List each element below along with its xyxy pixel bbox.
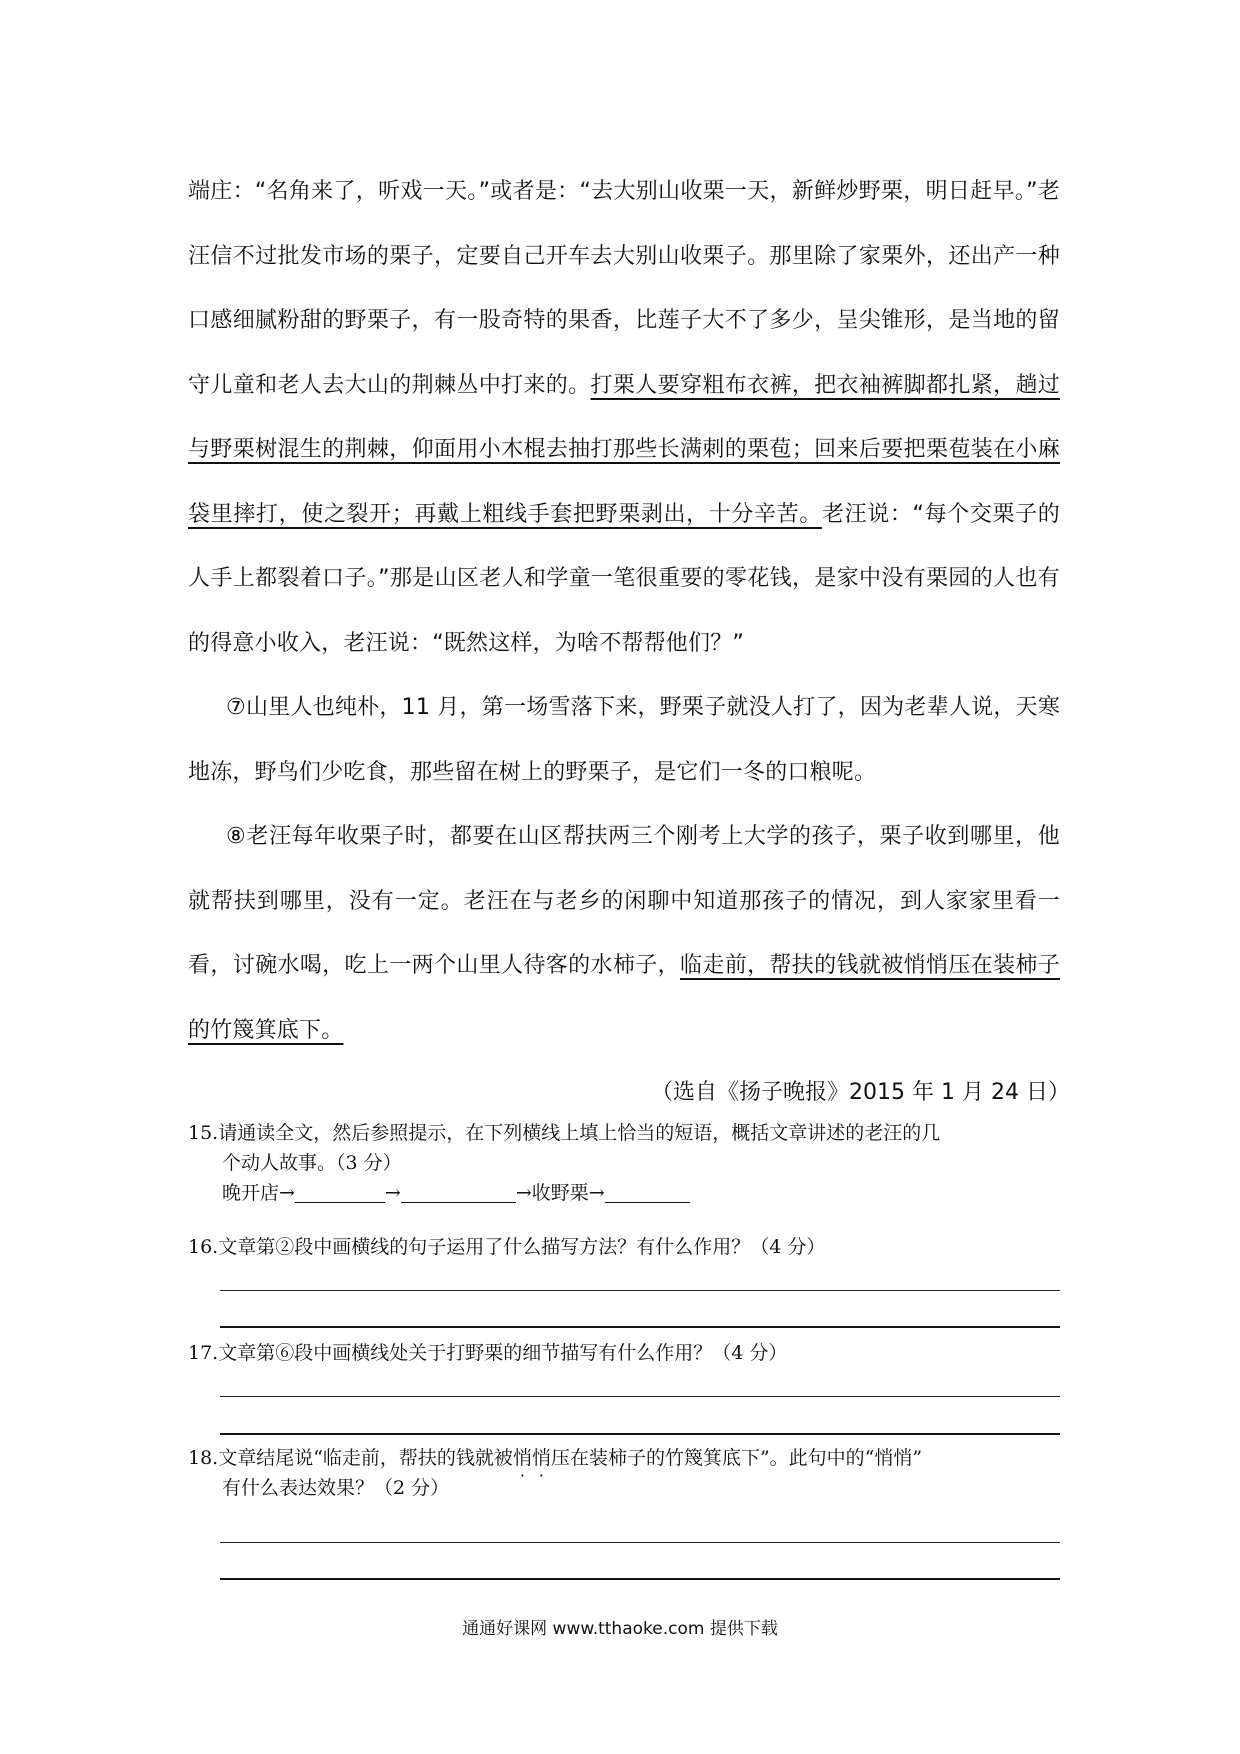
- question-17: 17.文章第⑥段中画横线处关于打野栗的细节描写有什么作用？（4 分）: [188, 1342, 788, 1364]
- underlined-sentence-ending: 临走前，帮扶的钱就被悄悄压在装柿子的竹篾箕底下。: [188, 953, 1060, 1043]
- question-18: 18.文章结尾说“临走前，帮扶的钱就被悄悄压在装柿子的竹篾箕底下”。此句中的“悄悄” 有什么表达效果？（2 分）: [188, 1447, 923, 1499]
- answer-line[interactable]: [220, 1396, 1060, 1397]
- source-citation: （选自《扬子晚报》2015 年 1 月 24 日）: [651, 1080, 1070, 1105]
- answer-line[interactable]: [220, 1433, 1060, 1435]
- answer-blank-3[interactable]: [605, 1182, 690, 1203]
- answer-blank-1[interactable]: [295, 1182, 385, 1203]
- answer-line[interactable]: [220, 1290, 1060, 1291]
- question-15: 15.请通读全文，然后参照提示，在下列横线上填上恰当的短语，概括文章讲述的老汪的几 个动人故事。（3 分） 晚开店→ → →收野栗→: [188, 1118, 1060, 1208]
- passage-paragraph-8: ⑧老汪每年收栗子时，都要在山区帮扶两三个刚考上大学的孩子，栗子收到哪里，他就帮扶到哪里，没有一定。老汪在与老乡的闲聊中知道那孩子的情况，到人家家里看一看，讨碗水喝，吃上一两个山里人待客的水柿子，临走前，帮扶的钱就被悄悄压在装柿子的竹篾箕底下。: [188, 824, 1060, 1043]
- passage-paragraph-6: 端庄：“名角来了，听戏一天。”或者是：“去大别山收栗一天，新鲜炒野栗，明日赶早。”老汪信不过批发市场的栗子，定要自己开车去大别山收栗子。那里除了家栗外，还出产一种口感细腻粉甜的野栗子，有一股奇特的果香，比莲子大不了多少，呈尖锥形，是当地的留守儿童和老人去大山的荆棘丛中打来的。打栗人要穿粗布衣裤，把衣袖裤脚都扎紧，趟过与野栗树混生的荆棘，仰面用小木棍去抽打那些长满刺的栗苞；回来后要把栗苞装在小麻袋里摔打，使之裂开；再戴上粗线手套把野栗剥出，十分辛苦。老汪说：“每个交栗子的人手上都裂着口子。”那是山区老人和学童一笔很重要的零花钱，是家中没有栗园的人也有的得意小收入，老汪说：“既然这样，为啥不帮帮他们？”: [188, 179, 1061, 656]
- answer-line[interactable]: [220, 1326, 1060, 1328]
- passage: [188, 160, 1060, 1063]
- question-15-fill-blanks: 晚开店→ → →收野栗→: [188, 1178, 1060, 1208]
- footer-download-note: 通通好课网 www.tthaoke.com 提供下载: [462, 1619, 778, 1639]
- underlined-sentence-chestnut-picking: 打栗人要穿粗布衣裤，把衣袖裤脚都扎紧，趟过与野栗树混生的荆棘，仰面用小木棍去抽打那些长满刺的栗苞；回来后要把栗苞装在小麻袋里摔打，使之裂开；再戴上粗线手套把野栗剥出，十分辛苦。: [188, 372, 1061, 527]
- answer-blank-2[interactable]: [401, 1182, 516, 1203]
- emphasis-dot-char: 悄: [531, 1447, 551, 1469]
- passage-paragraph-7: ⑦山里人也纯朴，11 月，第一场雪落下来，野栗子就没人打了，因为老辈人说，天寒地冻，野鸟们少吃食，那些留在树上的野栗子，是它们一冬的口粮呢。: [188, 695, 1060, 785]
- answer-line[interactable]: [220, 1578, 1060, 1580]
- question-16: 16.文章第②段中画横线的句子运用了什么描写方法？有什么作用？（4 分）: [188, 1236, 826, 1258]
- answer-line[interactable]: [220, 1542, 1060, 1543]
- emphasis-dot-char: 悄: [512, 1447, 532, 1469]
